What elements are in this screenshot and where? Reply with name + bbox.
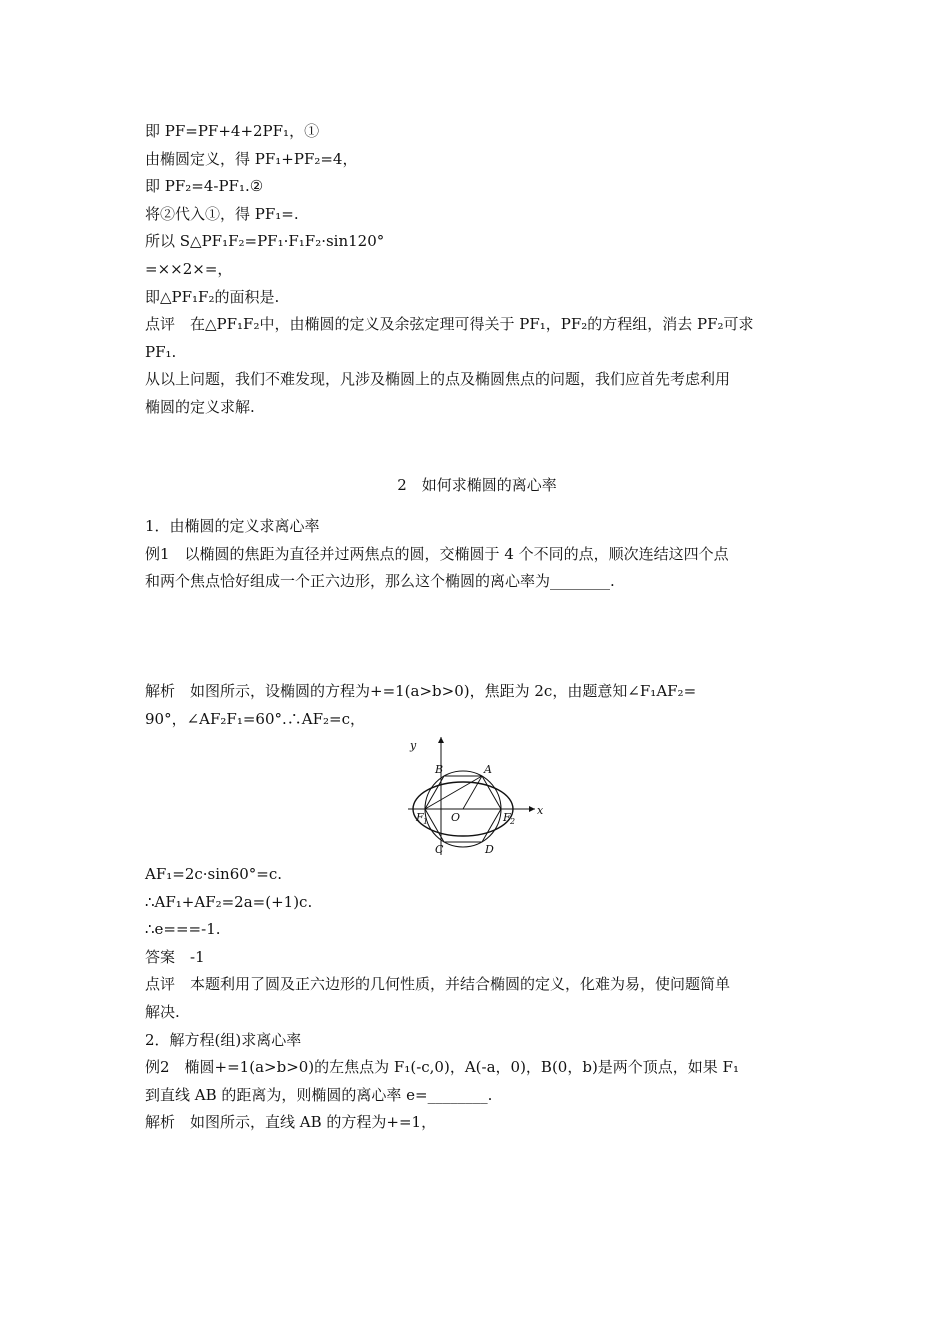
comment-line: 点评 本题利用了圆及正六边形的几何性质，并结合椭圆的定义，化难为易，使问题简单: [145, 975, 731, 994]
label-x: x: [537, 804, 544, 818]
label-c: C: [435, 843, 444, 857]
example-line: 和两个焦点恰好组成一个正六边形，那么这个椭圆的离心率为________.: [145, 572, 615, 591]
label-f2: F: [503, 811, 511, 825]
text-line: 从以上问题，我们不难发现，凡涉及椭圆上的点及椭圆焦点的问题，我们应首先考虑利用: [145, 370, 731, 389]
text-line: 由椭圆定义，得 PF₁+PF₂=4，: [145, 149, 358, 168]
text-line: 即 PF₂=4-PF₁.②: [145, 177, 264, 196]
text-line: 将②代入①，得 PF₁=.: [145, 204, 299, 223]
text-line: 所以 S△PF₁F₂=PF₁·F₁F₂·sin120°: [145, 232, 385, 251]
comment-line: PF₁.: [145, 342, 177, 361]
example-line: 例1 以椭圆的焦距为直径并过两焦点的圆，交椭圆于 4 个不同的点，顺次连结这四个点: [145, 544, 729, 563]
analysis-line: 90°，∠AF₂F₁=60°.∴AF₂=c，: [145, 709, 365, 728]
label-f1: F: [416, 811, 424, 825]
analysis-line: 解析 如图所示，直线 AB 的方程为+=1，: [145, 1113, 437, 1132]
section-title: 2 如何求椭圆的离心率: [397, 475, 557, 494]
analysis-line: AF₁=2c·sin60°=c.: [145, 865, 283, 884]
text-line: 椭圆的定义求解.: [145, 397, 255, 416]
segment-oa: [463, 776, 482, 809]
label-y: y: [410, 739, 417, 753]
label-b: B: [435, 763, 444, 777]
label-d: D: [485, 843, 494, 857]
y-axis-arrow: [438, 737, 444, 743]
label-f2-sub: 2: [510, 817, 516, 827]
label-a: A: [484, 763, 492, 777]
label-f1-sub: 1: [423, 817, 429, 827]
label-origin: O: [451, 811, 461, 825]
analysis-line: 解析 如图所示，设椭圆的方程为+=1(a>b>0)，焦距为 2c，由题意知∠F₁AF₂=: [145, 681, 697, 700]
text-line: =××2×=，: [145, 259, 233, 278]
analysis-line: ∴e===-1.: [145, 920, 221, 939]
analysis-line: ∴AF₁+AF₂=2a=(+1)c.: [145, 892, 313, 911]
document-page: [145, 118, 809, 1137]
text-line: 即 PF=PF+4+2PF₁，①: [145, 122, 320, 140]
comment-line: 解决.: [145, 1003, 180, 1022]
example-line: 例2 椭圆+=1(a>b>0)的左焦点为 F₁(-c,0)，A(-a，0)，B(0，b)是两个顶点，如果 F₁: [145, 1058, 739, 1077]
subsection-heading: 1．由椭圆的定义求离心率: [145, 517, 320, 536]
text-line: 即△PF₁F₂的面积是.: [145, 287, 280, 306]
ellipse-figure: [145, 737, 809, 857]
answer-line: 答案 -1: [145, 947, 205, 966]
x-axis-arrow: [529, 806, 535, 812]
subsection-heading: 2．解方程(组)求离心率: [145, 1030, 302, 1049]
segment-af1: [425, 776, 482, 809]
comment-line: 点评 在△PF₁F₂中，由椭圆的定义及余弦定理可得关于 PF₁，PF₂的方程组，消去 PF₂可求: [145, 315, 754, 334]
ellipse-diagram: [403, 737, 553, 857]
example-line: 到直线 AB 的距离为，则椭圆的离心率 e=________.: [145, 1085, 493, 1104]
